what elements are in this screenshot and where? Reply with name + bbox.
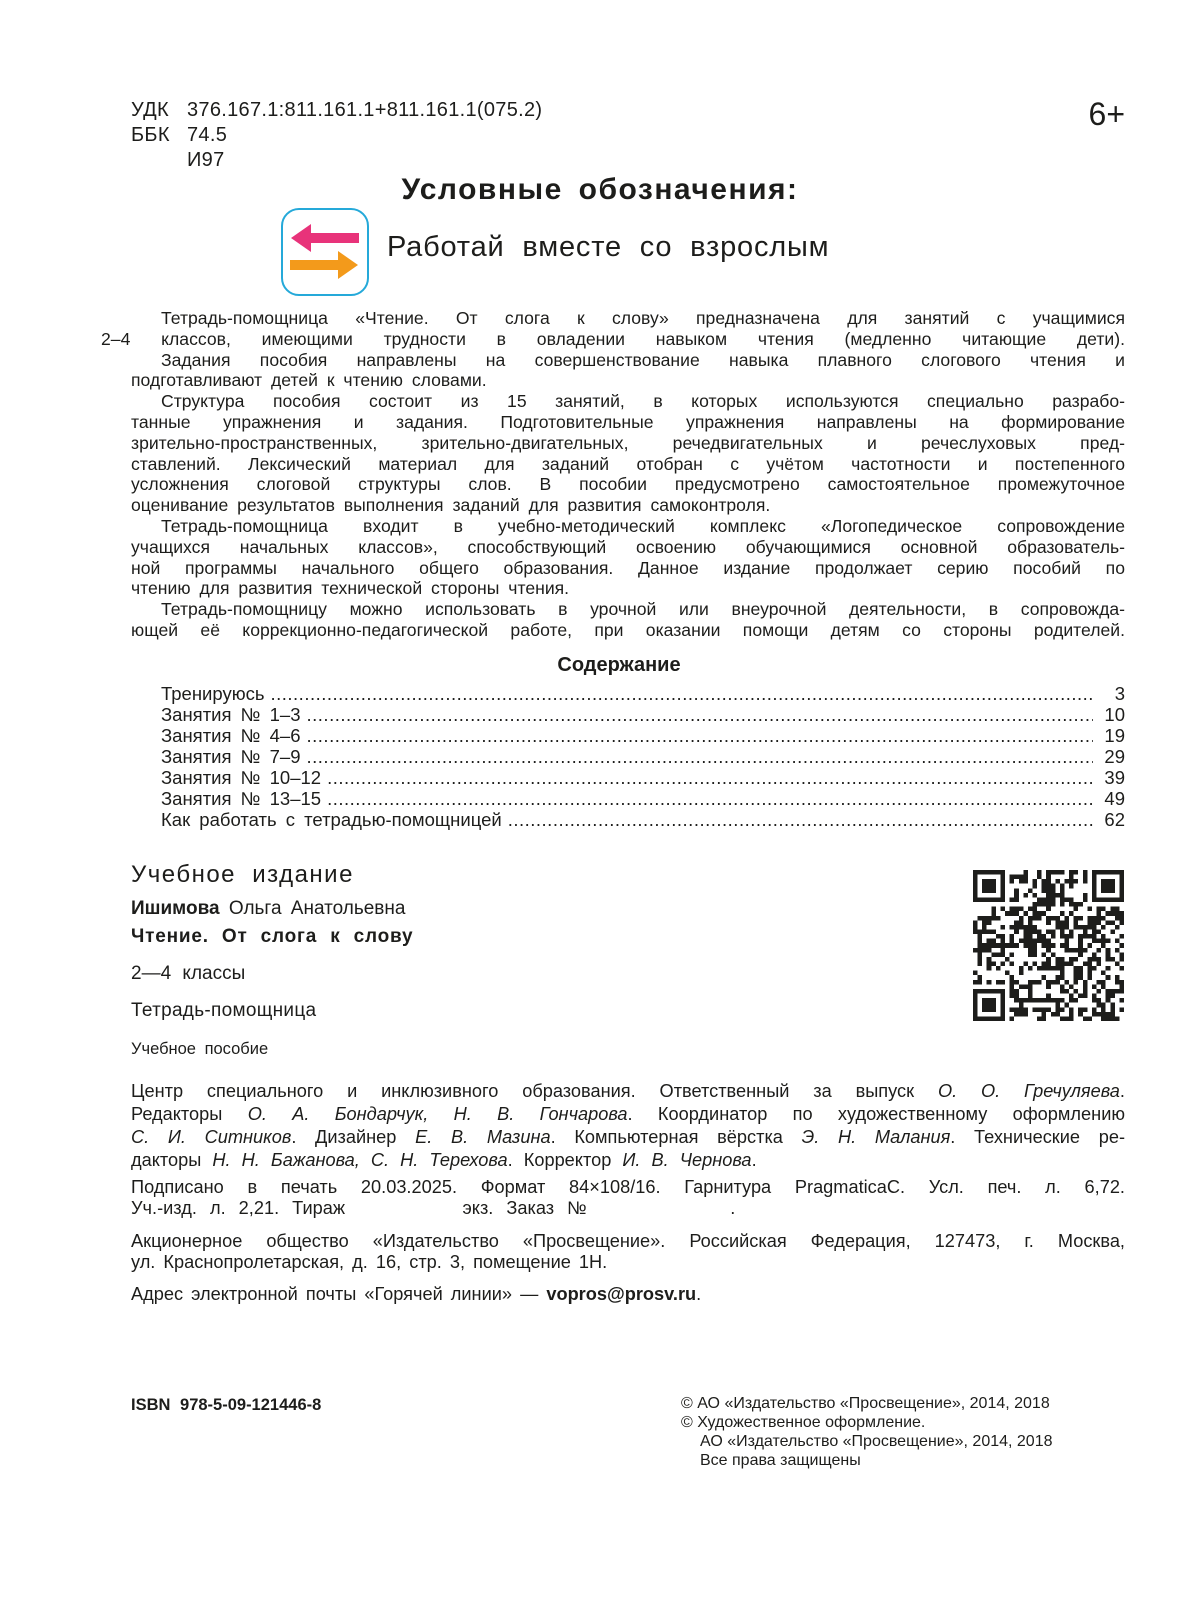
text-line: оценивание результатов выполнения заданий для развития самоконтроля. [131, 495, 771, 516]
text-line: Задания пособия направлены на совершенствование навыка плавного слогового чтения и [161, 349, 1125, 370]
text-line: Тетрадь-помощница «Чтение. От слога к слову» предназначена для занятий с учащимися [161, 308, 1125, 328]
text-line: 2–4 классов, имеющими трудности в овладении навыком чтения (медленно читающие дети). [101, 328, 1125, 349]
toc-item-label: Занятия № 10–12 [161, 767, 322, 788]
legend-title: Условные обозначения: [401, 173, 799, 206]
imprint [131, 1177, 1125, 1219]
author-mark: И97 [187, 149, 225, 171]
imprint-line: Уч.-изд. л. 2,21. Тираж экз. Заказ № . [131, 1198, 736, 1218]
text-line: усложнения слоговой структуры слов. В пособии предусмотрено самостоятельное промежуточное [131, 474, 1125, 495]
hotline: Адрес электронной почты «Горячей линии» — vopros@prosv.ru. [131, 1284, 702, 1304]
toc-item-label: Занятия № 1–3 [161, 704, 301, 725]
credits-line: дакторы Н. Н. Бажанова, С. Н. Терехова. Корректор И. В. Чернова. [131, 1150, 757, 1170]
toc-item[interactable] [161, 725, 1125, 746]
text-line: подготавливают детей к чтению словами. [131, 370, 487, 391]
toc-leader-dots [327, 767, 1093, 788]
intro-paragraph-4 [131, 516, 1125, 599]
toc-item-page: 62 [1104, 809, 1125, 830]
toc-leader-dots [307, 704, 1093, 725]
copyright-line: © Художественное оформление. [681, 1414, 926, 1431]
toc-leader-dots [270, 683, 1093, 704]
text-line: танные упражнения и задания. Подготовительные упражнения направлены на формирование [131, 411, 1125, 432]
manual-type: Учебное пособие [131, 1040, 269, 1058]
isbn-value: 978-5-09-121446-8 [180, 1396, 322, 1414]
text-line: ной программы начального общего образования. Данное издание продолжает серию пособий по [131, 557, 1125, 578]
toc-title: Содержание [557, 654, 681, 676]
intro-paragraph-2 [131, 350, 1125, 392]
hotline-email[interactable]: vopros@prosv.ru [546, 1284, 697, 1304]
bbk-value: 74.5 [187, 124, 228, 146]
text-line: чтению для развития технической стороны чтения. [131, 578, 570, 599]
copyright-line: © АО «Издательство «Просвещение», 2014, 2018 [681, 1395, 1050, 1412]
toc-item[interactable] [161, 704, 1125, 725]
isbn [131, 1396, 321, 1415]
toc-item-label: Занятия № 7–9 [161, 746, 301, 767]
copyright [681, 1394, 1053, 1470]
intro-text [101, 308, 1125, 641]
text-line: ющей её коррекционно-педагогической работе, при оказании помощи детям со стороны родителей. [131, 619, 1125, 640]
edition-type: Учебное издание [131, 861, 354, 888]
isbn-label: ISBN [131, 1396, 171, 1414]
copyright-line: АО «Издательство «Просвещение», 2014, 2018 [700, 1433, 1053, 1450]
toc-item-page: 19 [1104, 725, 1125, 746]
toc-item[interactable] [161, 788, 1125, 809]
copyright-line: Все права защищены [700, 1452, 861, 1469]
publisher-line: Акционерное общество «Издательство «Просвещение». Российская Федерация, 127473, г. Москва, [131, 1231, 1125, 1251]
toc-item[interactable] [161, 683, 1125, 704]
publisher-line: ул. Краснопролетарская, д. 16, стр. 3, помещение 1Н. [131, 1252, 608, 1272]
book-title: Чтение. От слога к слову [131, 926, 414, 947]
bbk-label: ББК [131, 124, 170, 146]
text-line: учащихся начальных классов», способствующий освоению обучающимися основной образователь- [131, 536, 1125, 557]
toc-item-label: Занятия № 13–15 [161, 788, 322, 809]
imprint-line: Подписано в печать 20.03.2025. Формат 84×108/16. Гарнитура PragmaticaC. Усл. печ. л. 6,72. [131, 1177, 1125, 1197]
text-line: Структура пособия состоит из 15 занятий, в которых используются специально разрабо- [161, 391, 1125, 412]
text-line: Тетрадь-помощница входит в учебно-методический комплекс «Логопедическое сопровождение [161, 515, 1125, 536]
author [131, 898, 405, 920]
toc-leader-dots [327, 788, 1093, 809]
credits-line: Центр специального и инклюзивного образования. Ответственный за выпуск О. О. Гречуляева. [131, 1081, 1125, 1101]
text-line: зрительно-пространственных, зрительно-двигательных, речедвигательных и речеслуховых пред- [131, 432, 1125, 453]
intro-paragraph-3 [131, 391, 1125, 516]
text-line: ставлений. Лексический материал для заданий отобран с учётом частотности и постепенного [131, 453, 1125, 474]
publisher [131, 1231, 1125, 1273]
swap-arrows-icon [281, 208, 369, 296]
table-of-contents [161, 683, 1125, 830]
toc-item-label: Занятия № 4–6 [161, 725, 301, 746]
credits-line: С. И. Ситников. Дизайнер Е. В. Мазина. Компьютерная вёрстка Э. Н. Малания. Технические ре- [131, 1127, 1125, 1147]
intro-paragraph-1 [101, 308, 1125, 350]
workbook-type: Тетрадь-помощница [131, 1000, 317, 1021]
qr-code[interactable] [973, 870, 1124, 1021]
toc-item[interactable] [161, 809, 1125, 830]
toc-item[interactable] [161, 767, 1125, 788]
toc-item-label: Как работать с тетрадью-помощницей [161, 809, 502, 830]
credits [131, 1080, 1125, 1172]
toc-item-page: 39 [1104, 767, 1125, 788]
legend-text: Работай вместе со взрослым [387, 231, 830, 263]
toc-leader-dots [508, 809, 1093, 830]
udk-block [131, 98, 542, 173]
grades: 2—4 классы [131, 963, 246, 984]
age-rating: 6+ [1088, 96, 1125, 132]
toc-leader-dots [307, 725, 1093, 746]
author-surname: Ишимова [131, 898, 220, 919]
toc-leader-dots [307, 746, 1093, 767]
udk-label: УДК [131, 99, 169, 121]
toc-item-page: 49 [1104, 788, 1125, 809]
toc-item-label: Тренируюсь [161, 683, 265, 704]
toc-item-page: 10 [1104, 704, 1125, 725]
text-line: Тетрадь-помощницу можно использовать в урочной или внеурочной деятельности, в сопровожда- [161, 599, 1125, 620]
hotline-text: Адрес электронной почты «Горячей линии» — [131, 1284, 539, 1304]
intro-paragraph-5 [131, 599, 1125, 641]
udk-value: 376.167.1:811.161.1+811.161.1(075.2) [187, 99, 543, 121]
author-names: Ольга Анатольевна [228, 898, 406, 919]
credits-line: Редакторы О. А. Бондарчук, Н. В. Гончарова. Координатор по художественному оформлению [131, 1104, 1125, 1124]
toc-item-page: 3 [1114, 683, 1125, 704]
toc-item[interactable] [161, 746, 1125, 767]
toc-item-page: 29 [1104, 746, 1125, 767]
